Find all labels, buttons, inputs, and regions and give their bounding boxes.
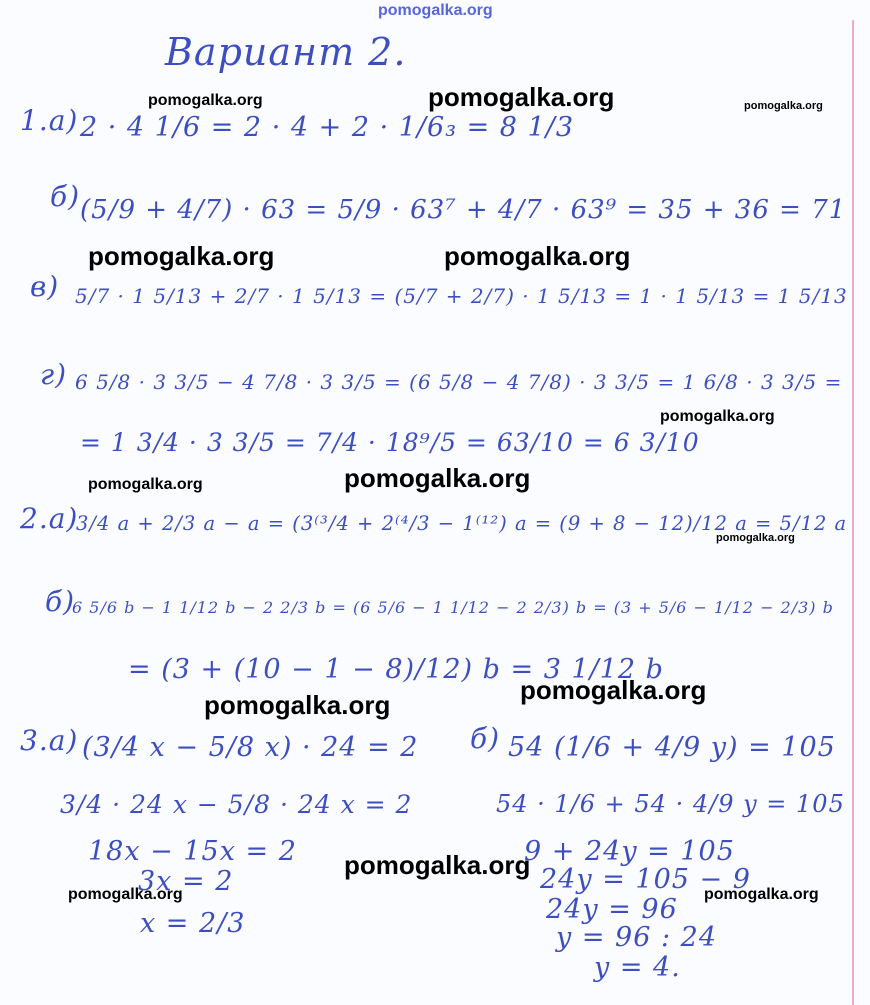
watermark: pomogalka.org bbox=[704, 886, 819, 903]
task-1a-solution: 2 · 4 1/6 = 2 · 4 + 2 · 1/6₃ = 8 1/3 bbox=[80, 112, 575, 143]
task-3b-line-6: y = 96 : 24 bbox=[556, 922, 718, 953]
watermark: pomogalka.org bbox=[744, 100, 823, 112]
task-3b-line-3: 9 + 24y = 105 bbox=[524, 836, 735, 867]
task-1b-label: б) bbox=[50, 180, 81, 213]
task-1g-label: г) bbox=[40, 358, 68, 391]
task-2b-line-1: 6 5/6 b − 1 1/12 b − 2 2/3 b = (6 5/6 − 1 1/12 − 2 2/3) b = (3 + 5/6 − 1/12 − 2/3) b bbox=[72, 598, 834, 617]
watermark: pomogalka.org bbox=[204, 690, 391, 720]
task-1b-solution: (5/9 + 4/7) · 63 = 5/9 · 63⁷ + 4/7 · 63⁹ = 35 + 36 = 71 bbox=[80, 195, 847, 225]
task-3a-line-5: x = 2/3 bbox=[140, 908, 246, 939]
task-3b-line-1: 54 (1/6 + 4/9 y) = 105 bbox=[508, 732, 836, 763]
task-2b-label: б) bbox=[45, 585, 76, 618]
watermark: pomogalka.org bbox=[520, 675, 707, 705]
task-3b-line-2: 54 · 1/6 + 54 · 4/9 y = 105 bbox=[496, 790, 845, 818]
task-1v-solution: 5/7 · 1 5/13 + 2/7 · 1 5/13 = (5/7 + 2/7) · 1 5/13 = 1 · 1 5/13 = 1 5/13 bbox=[75, 284, 848, 308]
watermark: pomogalka.org bbox=[88, 476, 203, 493]
task-1g-line-2: = 1 3/4 · 3 3/5 = 7/4 · 18⁹/5 = 63/10 = 6 3/10 bbox=[80, 428, 700, 457]
watermark: pomogalka.org bbox=[344, 850, 531, 880]
watermark: pomogalka.org bbox=[68, 886, 183, 903]
task-2a-label: 2.а) bbox=[20, 502, 79, 535]
task-2a-solution: 3/4 a + 2/3 a − a = (3⁽³/4 + 2⁽⁴/3 − 1⁽¹²) a = (9 + 8 − 12)/12 a = 5/12 a bbox=[76, 512, 848, 535]
watermark-top: pomogalka.org bbox=[378, 2, 493, 19]
task-2b-line-2: = (3 + (10 − 1 − 8)/12) b = 3 1/12 b bbox=[128, 654, 664, 685]
margin-line bbox=[852, 20, 854, 1005]
watermark: pomogalka.org bbox=[148, 92, 263, 109]
task-3a-line-1: (3/4 x − 5/8 x) · 24 = 2 bbox=[82, 732, 419, 763]
task-3a-line-2: 3/4 · 24 x − 5/8 · 24 x = 2 bbox=[60, 790, 413, 819]
task-3a-line-3: 18x − 15x = 2 bbox=[88, 836, 297, 867]
watermark: pomogalka.org bbox=[716, 532, 795, 544]
task-1v-label: в) bbox=[30, 270, 60, 303]
watermark: pomogalka.org bbox=[444, 241, 631, 271]
task-3b-line-7: y = 4. bbox=[594, 952, 681, 983]
task-3b-line-5: 24y = 96 bbox=[546, 894, 678, 925]
task-3a-line-4: 3x = 2 bbox=[138, 866, 234, 897]
watermark: pomogalka.org bbox=[428, 82, 615, 112]
task-3a-label: 3.а) bbox=[20, 724, 79, 757]
watermark: pomogalka.org bbox=[344, 463, 531, 493]
task-3b-line-4: 24y = 105 − 9 bbox=[540, 864, 751, 895]
page-title: Вариант 2. bbox=[165, 30, 407, 74]
watermark: pomogalka.org bbox=[660, 408, 775, 425]
watermark: pomogalka.org bbox=[88, 241, 275, 271]
task-1g-line-1: 6 5/8 · 3 3/5 − 4 7/8 · 3 3/5 = (6 5/8 − 4 7/8) · 3 3/5 = 1 6/8 · 3 3/5 = bbox=[75, 370, 843, 394]
task-3b-label: б) bbox=[470, 722, 501, 755]
task-1a-label: 1.а) bbox=[20, 104, 79, 137]
